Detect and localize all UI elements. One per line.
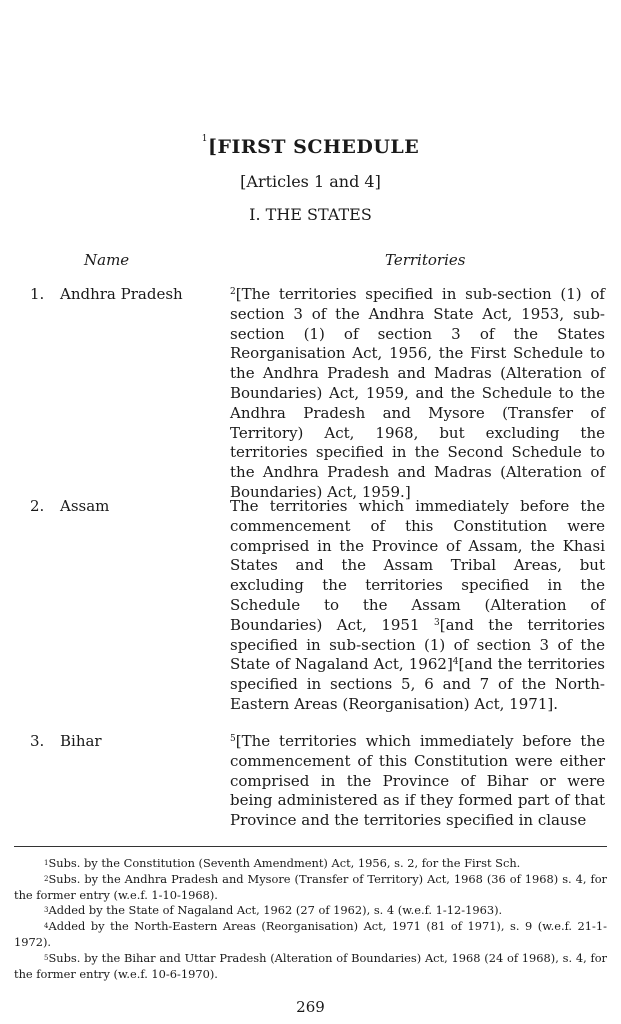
state-name: Bihar (60, 732, 102, 750)
page-number: 269 (296, 998, 325, 1016)
footnote-text: Subs. by the Constitution (Seventh Amendment) Act, 1956, s. 2, for the First Sch. (48, 856, 521, 870)
footnote-text: Subs. by the Andhra Pradesh and Mysore (Transfer of Territory) Act, 1968 (36 of 1968) s. 4, for the former entry (w.e.f. 1-10-1968). (14, 871, 607, 902)
articles-reference: [Articles 1 and 4] (240, 172, 381, 191)
footnote-text: Added by the North-Eastern Areas (Reorganisation) Act, 1971 (81 of 1971), s. 9 (w.e.f. 21-1-1972). (14, 919, 607, 949)
footnote-marker: 4 (44, 922, 49, 931)
territory-text: [The territories specified in sub-section (1) of section 3 of the Andhra State Act, 1953, sub-section (1) of section 3 of the States Reorganisation Act, 1956, the First Schedule to the Andhra Pradesh and Madras (Alteration of Boundaries) Act, 1959, and the Schedule to the Andhra Pradesh and Mysore (Transfer of Territory) Act, 1968, but excluding the territories specified in the Second Schedule to the Andhra Pradesh and Madras (Alteration of Boundaries) Act, 1959.] (230, 285, 605, 501)
footnote-marker: 3 (44, 906, 49, 915)
footnote-marker: 1 (44, 859, 49, 867)
footnote-marker: 4 (452, 657, 459, 668)
state-name: Assam (60, 497, 110, 515)
schedule-title-text: [FIRST SCHEDULE (207, 136, 420, 158)
section-heading: I. THE STATES (249, 205, 372, 224)
territory-text: [and the territories specified in sections 5, 6 and 7 of the North-Eastern Areas (Reorganisation) Act, 1971]. (230, 655, 605, 713)
territory-description (230, 497, 605, 715)
footnote-text: Subs. by the Bihar and Uttar Pradesh (Alteration of Boundaries) Act, 1968 (24 of 1968), s. 4, for the former entry (w.e.f. 10-6-1970). (14, 950, 607, 981)
footnote-marker: 3 (434, 617, 440, 628)
column-heading-territories: Territories (385, 251, 466, 269)
footnote-text: Added by the State of Nagaland Act, 1962 (27 of 1962), s. 4 (w.e.f. 1-12-1963). (48, 903, 503, 918)
entry-number: 2. (30, 497, 45, 515)
column-heading-name: Name (84, 251, 130, 269)
footnote-marker: 2 (44, 874, 49, 883)
footnote (14, 951, 607, 983)
territory-description (230, 732, 605, 831)
territory-text: The territories which immediately before the commencement of this Constitution were comprised in the Province of Assam, the Khasi States and the Assam Tribal Areas, but excluding the territories specified in the Schedule to the Assam (Alteration of Boundaries) Act, 1951 (230, 497, 605, 634)
schedule-title (0, 136, 621, 158)
entry-number: 3. (30, 732, 45, 750)
footnote (14, 856, 607, 872)
territory-text: [The territories which immediately before the commencement of this Constitution were either comprised in the Province of Bihar or were being administered as if they formed part of that Province and the territories specified in clause (230, 732, 605, 830)
footnote (14, 872, 607, 904)
entry-number: 1. (30, 285, 45, 303)
footnote-marker: 2 (230, 287, 236, 297)
state-name: Andhra Pradesh (60, 285, 183, 303)
territory-description (230, 285, 605, 503)
footnote-divider (14, 846, 607, 847)
footnote-marker: 1 (201, 134, 208, 144)
footnote (14, 919, 607, 951)
footnote-marker: 5 (44, 953, 49, 962)
footnote-marker: 5 (230, 734, 236, 744)
territory-text: [and the territories specified in sub-section (1) of section 3 of the State of Nagaland Act, 1962] (230, 615, 605, 674)
footnotes (14, 856, 607, 982)
footnote (14, 903, 607, 919)
